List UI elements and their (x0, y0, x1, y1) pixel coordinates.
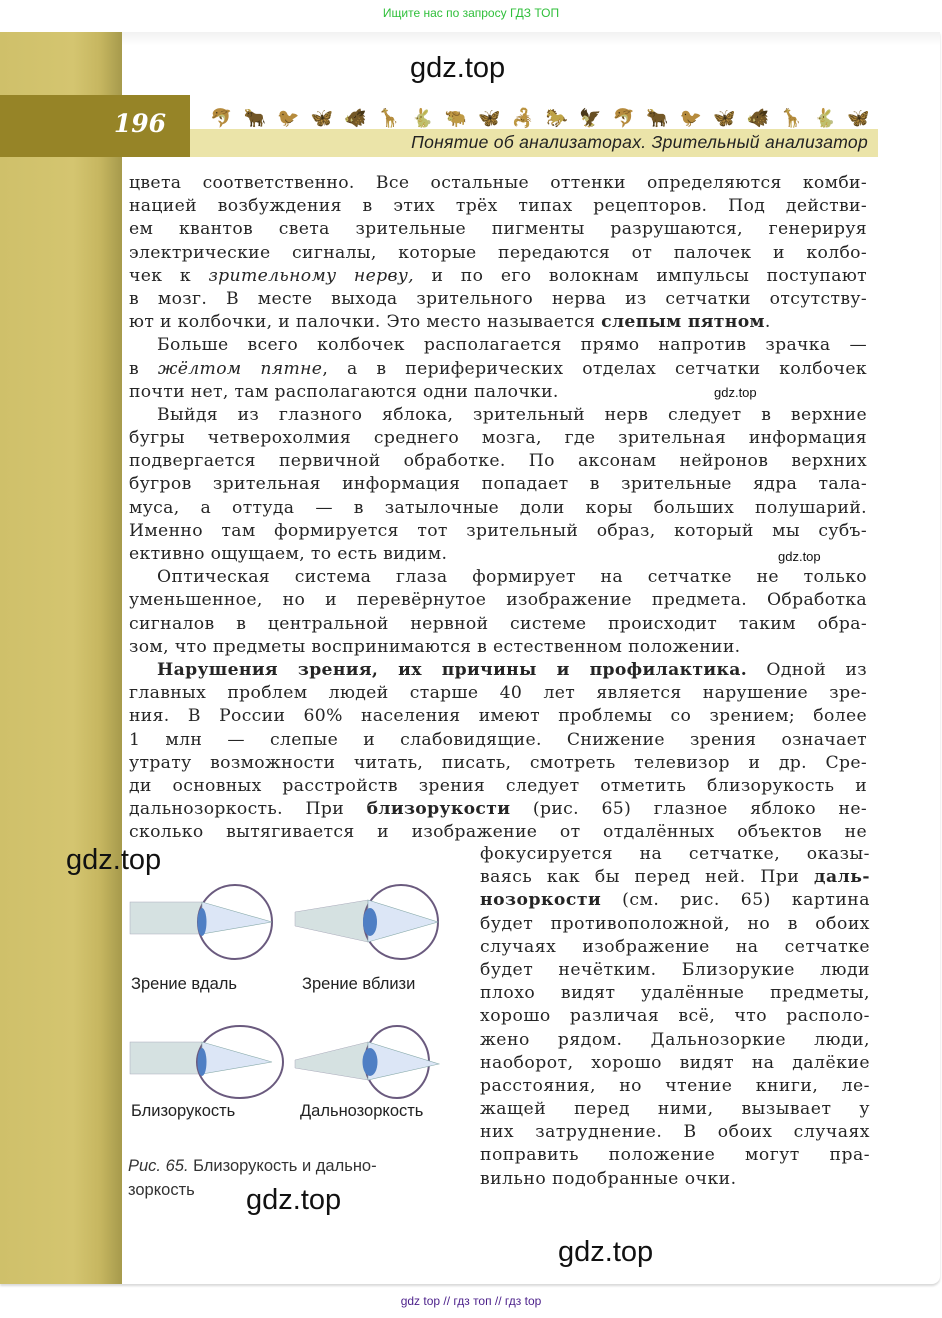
page-margin-strip (0, 32, 122, 1284)
eye-diagram-hyperopia (293, 1020, 463, 1115)
text-line (129, 659, 867, 682)
text-line: поправить положение могут пра- (480, 1145, 870, 1166)
text-line: муса, а оттуда — в затылочные доли коры больших полушарий. (129, 497, 867, 518)
text-line: ективно ощущаем, то есть видим. (129, 544, 448, 564)
watermark-inline: gdz.top (778, 549, 821, 564)
animal-silhouette-icon: 🐬 (210, 108, 233, 129)
text-line: Больше всего колбочек располагается прямо напротив зрачка — (157, 335, 867, 356)
text-line: случаях изображение на сетчатке (480, 936, 870, 957)
animal-silhouette-icon: 🦒 (377, 108, 401, 129)
text-line: жащей перед ними, вызывает у (480, 1099, 870, 1120)
animal-silhouette-icon: 🐎 (545, 108, 568, 129)
animal-silhouette-icon: 🦂 (511, 108, 535, 129)
text-line: почти нет, там располагаются одни палочки. (129, 381, 559, 402)
animal-silhouette-icon: 🦒 (780, 108, 803, 129)
animal-silhouette-icon: 🐬 (612, 108, 635, 129)
animal-silhouette-icon: 🐇 (411, 108, 434, 129)
eye-diagram-myopia (128, 1020, 298, 1115)
animal-silhouette-icon: 🐗 (746, 108, 770, 129)
animal-silhouette-icon: 🐂 (646, 108, 669, 129)
page-number: 196 (113, 109, 166, 138)
animal-silhouette-icon: 🐂 (243, 108, 266, 129)
text-line (129, 358, 867, 381)
text-line: цвета соответственно. Все остальные оттенки определяются комби- (129, 173, 867, 193)
text-line: зом, что предметы воспринимаются в естественном положении. (129, 636, 741, 657)
text-run: , а в периферических отделах сетчатки колбочек (322, 358, 868, 379)
search-banner: Ищите нас по запросу ГДЗ ТОП (382, 6, 560, 20)
bold-term: даль- (813, 867, 870, 888)
text-line: ди основных расстройств зрения следует отметить близорукость и (129, 775, 867, 796)
text-line: 1 млн — слепые и слабовидящие. Снижение зрения означает (129, 729, 867, 750)
text-line: хорошо различая всё, что располо- (480, 1006, 870, 1027)
animal-silhouette-icon: 🐦 (277, 108, 300, 129)
animal-silhouette-icon: 🦋 (310, 108, 334, 129)
bold-term: Нарушения зрения, их причины и профилактика. (157, 659, 748, 680)
text-run: чек к (129, 265, 209, 286)
watermark-inline: gdz.top (714, 385, 757, 400)
text-line: электрические сигналы, которые передаются от палочек и колбо- (129, 242, 867, 263)
text-line: Именно там формируется тот зрительный образ, который мы субъ- (129, 520, 867, 541)
text-line: жено рядом. Дальнозоркие люди, (480, 1029, 870, 1050)
text-line (480, 866, 870, 889)
text-run: . (764, 312, 771, 333)
figure-caption-text: Близорукость и дально-зоркость (128, 1157, 377, 1199)
text-run: (рис. 65) глазное яблоко не- (510, 799, 868, 820)
page-number-bar (0, 95, 190, 157)
text-line: них затруднение. В обоих случаях (480, 1122, 870, 1143)
watermark: gdz.top (558, 1236, 654, 1268)
text-line: Оптическая система глаза формирует на сетчатке не только (157, 567, 867, 588)
text-line: будет нечётким. Близорукие люди (480, 959, 870, 980)
text-run: дальнозоркость. При (129, 799, 367, 820)
text-run: (см. рис. 65) картина (601, 890, 870, 911)
text-line: сигналов в центральной нервной системе происходит таким обра- (129, 613, 867, 634)
bold-term: нозоркости (480, 890, 602, 911)
text-line: в мозг. В месте выхода зрительного нерва из сетчатки отсутству- (129, 288, 867, 309)
watermark: gdz.top (66, 844, 162, 876)
bold-term: слепым пятном (601, 312, 765, 333)
text-run: ют и колбочки, и палочки. Это место называется (129, 312, 602, 333)
figure-65 (128, 880, 458, 1200)
text-line: ния. В России 60% населения имеют проблемы со зрением; более (129, 706, 867, 727)
animal-silhouette-icon: 🐗 (344, 108, 367, 129)
text-line: уменьшенное, но и перевёрнутое изображение предмета. Обработка (129, 590, 867, 611)
animal-silhouette-icon: 🐃 (444, 108, 468, 129)
eye-diagram-far-vision (128, 880, 298, 975)
label-hyperopia: Дальнозоркость (300, 1102, 424, 1120)
bold-term: близорукости (366, 799, 511, 820)
text-line: вильно подобранные очки. (480, 1168, 737, 1189)
text-line: сколько вытягивается и изображение от отдалённых объектов не (129, 822, 867, 843)
text-line (129, 798, 867, 821)
animal-silhouettes-ornament (210, 100, 870, 128)
text-run: и по его волокнам импульсы поступают (413, 265, 867, 286)
text-line (480, 889, 870, 912)
animal-silhouette-icon: 🐦 (679, 108, 703, 129)
italic-term: жёлтом пятне (157, 358, 323, 379)
text-line: нацией возбуждения в этих трёх типах рецепторов. Под действи- (129, 196, 867, 217)
label-near-vision: Зрение вблизи (302, 975, 416, 993)
text-run: Одной из (747, 659, 867, 680)
animal-silhouette-icon: 🐇 (813, 108, 837, 129)
section-title-band (190, 129, 878, 157)
page-top-shadow (120, 32, 940, 46)
text-line: подвергается первичной обработке. По аксонам нейронов верхних (129, 451, 867, 472)
eye-diagram-near-vision (293, 880, 463, 975)
footer-links: gdz top // гдз топ // гдз top (400, 1294, 542, 1308)
text-line: ем квантов света зрительные пигменты разрушаются, генерируя (129, 219, 867, 240)
animal-silhouette-icon: 🦋 (713, 108, 736, 129)
text-line (129, 265, 867, 288)
text-run: в (129, 358, 158, 379)
text-line: главных проблем людей старше 40 лет является нарушение зре- (129, 683, 867, 704)
body-text-right-column (480, 843, 870, 1191)
label-myopia: Близорукость (131, 1102, 236, 1120)
watermark: gdz.top (246, 1184, 342, 1216)
text-line: бугров зрительная информация попадает в зрительные ядра тала- (129, 474, 867, 495)
text-line: бугры четверохолмия среднего мозга, где зрительная информация (129, 428, 867, 449)
watermark: gdz.top (410, 52, 506, 84)
text-line: плохо видят удалённые предметы, (480, 983, 870, 1004)
text-line (129, 311, 867, 334)
label-far-vision: Зрение вдаль (131, 975, 238, 993)
text-line: расстояния, но чтение книги, ле- (480, 1075, 870, 1096)
text-line: утрату возможности читать, писать, смотреть телевизор и др. Сре- (129, 752, 867, 773)
animal-silhouette-icon: 🦅 (579, 108, 602, 129)
text-line: наоборот, хорошо видят на далёкие (480, 1052, 870, 1073)
text-line: фокусируется на сетчатке, оказы- (480, 844, 870, 864)
section-title: Понятие об анализаторах. Зрительный анализатор (411, 132, 868, 152)
text-run: ваясь как бы перед ней. При (480, 867, 814, 888)
textbook-page (0, 32, 940, 1284)
italic-term: зрительному нерву, (208, 265, 414, 286)
body-text (129, 172, 867, 844)
figure-number: Рис. 65. (128, 1157, 189, 1175)
text-line: будет противоположной, но в обоих (480, 913, 870, 934)
text-line: Выйдя из глазного яблока, зрительный нерв следует в верхние (157, 404, 867, 425)
animal-silhouette-icon: 🦋 (478, 108, 501, 129)
animal-silhouette-icon: 🦋 (847, 108, 870, 129)
